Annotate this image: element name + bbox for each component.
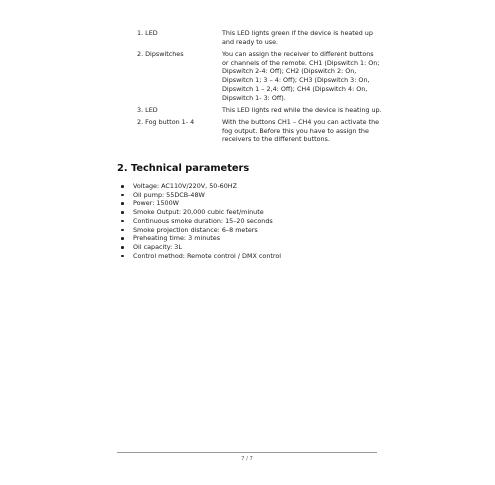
bullet-icon (121, 237, 124, 240)
table-row (137, 106, 382, 118)
bullet-icon (121, 255, 124, 258)
list-item (121, 243, 281, 252)
component-description: With the buttons CH1 – CH4 you can activate the fog output. Before this you have to assign the receivers to the different buttons. (222, 117, 380, 144)
list-item (121, 199, 281, 208)
section-heading-technical-parameters: 2. Technical parameters (117, 163, 250, 174)
list-item-text: Power: 1500W (133, 199, 179, 208)
list-item-text: Preheating time: 3 minutes (133, 234, 221, 243)
list-item (121, 252, 281, 261)
bullet-icon (121, 229, 124, 232)
component-label: 2. Fog button 1- 4 (137, 117, 195, 126)
table-row (137, 118, 382, 148)
bullet-icon (121, 194, 124, 197)
component-description: This LED lights red while the device is heating up. (222, 105, 382, 114)
list-item-text: Voltage: AC110V/220V, 50-60HZ (133, 182, 237, 190)
page-number: 7 / 7 (241, 456, 253, 462)
component-description-table (137, 29, 382, 147)
list-item (121, 217, 281, 226)
component-label: 1. LED (137, 29, 158, 37)
list-item-text: Smoke projection distance: 6–8 meters (133, 225, 258, 234)
list-item (121, 182, 281, 191)
component-description: You can assign the receiver to different buttons or channels of the remote. CH1 (Dipswitch 1: On; Dipswitch 2-4: Off); CH2 (Dipswitch 2: On, Dipswitch 1; 3 – 4: Off); CH3 (Dipswitch 3: On, Dipswitch 1 – 2,4: Off); CH4 (Dipswitch 4: On, Dipswitch 1- 3: Off). (222, 49, 380, 102)
footer-divider (117, 452, 377, 453)
table-row (137, 50, 382, 106)
list-item (121, 191, 281, 200)
bullet-icon (121, 220, 124, 223)
component-label: 3. LED (137, 105, 158, 114)
list-item-text: Oil capacity: 3L (133, 242, 182, 251)
bullet-icon (121, 202, 124, 205)
bullet-icon (121, 185, 124, 188)
list-item (121, 208, 281, 217)
table-row (137, 29, 382, 50)
component-label: 2. Dipswitches (137, 49, 184, 58)
technical-parameters-list (121, 182, 281, 260)
bullet-icon (121, 211, 124, 214)
list-item-text: Oil pump: 55DCB-48W (133, 190, 205, 199)
list-item (121, 234, 281, 243)
list-item-text: Continuous smoke duration: 15–20 seconds (133, 216, 273, 225)
bullet-icon (121, 246, 124, 249)
component-description: This LED lights green if the device is heated up and ready to use. (222, 29, 373, 46)
list-item-text: Control method: Remote control / DMX control (133, 251, 282, 260)
list-item-text: Smoke Output: 20,000 cubic feet/minute (133, 208, 264, 217)
list-item (121, 226, 281, 235)
